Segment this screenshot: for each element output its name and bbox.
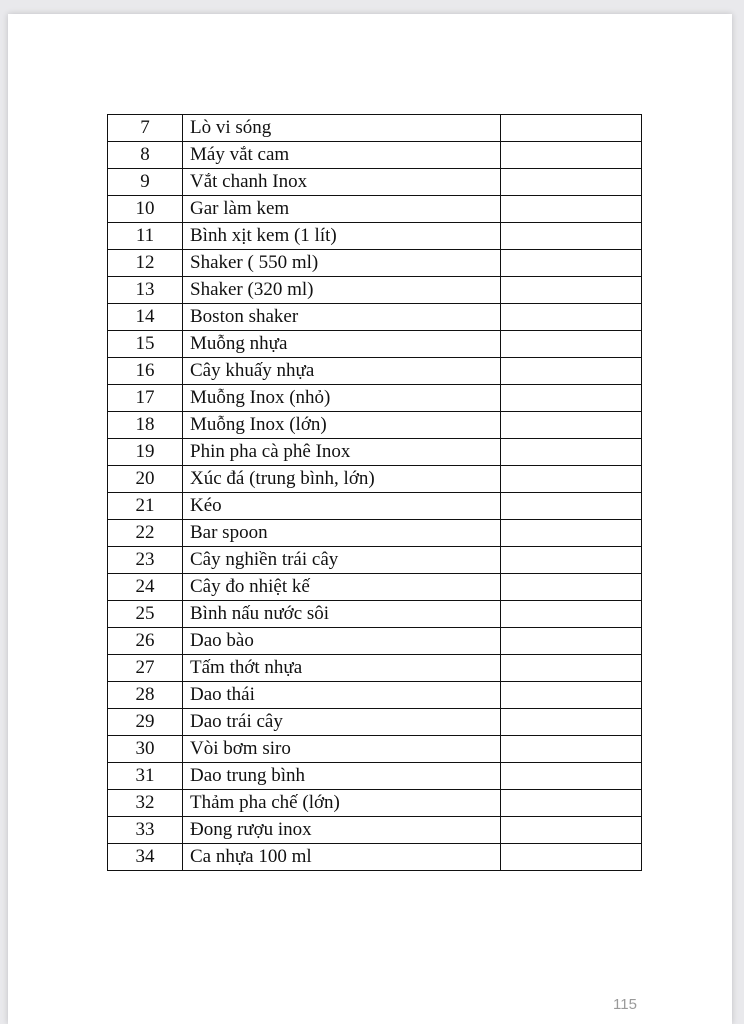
row-number-cell: 13 — [108, 277, 183, 304]
equipment-table — [107, 114, 642, 871]
empty-cell — [501, 655, 642, 682]
row-number-cell: 18 — [108, 412, 183, 439]
empty-cell — [501, 817, 642, 844]
table-row — [108, 277, 642, 304]
table-row — [108, 790, 642, 817]
row-number-cell: 33 — [108, 817, 183, 844]
empty-cell — [501, 520, 642, 547]
item-name-cell: Vắt chanh Inox — [183, 169, 501, 196]
table-row — [108, 817, 642, 844]
empty-cell — [501, 250, 642, 277]
item-name-cell: Phin pha cà phê Inox — [183, 439, 501, 466]
row-number-cell: 23 — [108, 547, 183, 574]
table-row — [108, 331, 642, 358]
item-name-cell: Xúc đá (trung bình, lớn) — [183, 466, 501, 493]
row-number-cell: 21 — [108, 493, 183, 520]
empty-cell — [501, 844, 642, 871]
table-row — [108, 412, 642, 439]
item-name-cell: Máy vắt cam — [183, 142, 501, 169]
table-row — [108, 763, 642, 790]
table-row — [108, 547, 642, 574]
empty-cell — [501, 385, 642, 412]
table-row — [108, 601, 642, 628]
empty-cell — [501, 331, 642, 358]
table-row — [108, 628, 642, 655]
row-number-cell: 20 — [108, 466, 183, 493]
item-name-cell: Shaker (320 ml) — [183, 277, 501, 304]
table-row — [108, 520, 642, 547]
row-number-cell: 25 — [108, 601, 183, 628]
empty-cell — [501, 196, 642, 223]
table-row — [108, 223, 642, 250]
item-name-cell: Cây nghiền trái cây — [183, 547, 501, 574]
empty-cell — [501, 358, 642, 385]
item-name-cell: Cây khuấy nhựa — [183, 358, 501, 385]
table-row — [108, 439, 642, 466]
table-row — [108, 709, 642, 736]
row-number-cell: 28 — [108, 682, 183, 709]
table-row — [108, 169, 642, 196]
item-name-cell: Gar làm kem — [183, 196, 501, 223]
page-number: 115 — [613, 996, 637, 1013]
item-name-cell: Muỗng Inox (nhỏ) — [183, 385, 501, 412]
row-number-cell: 29 — [108, 709, 183, 736]
row-number-cell: 22 — [108, 520, 183, 547]
item-name-cell: Bar spoon — [183, 520, 501, 547]
empty-cell — [501, 466, 642, 493]
row-number-cell: 34 — [108, 844, 183, 871]
empty-cell — [501, 277, 642, 304]
row-number-cell: 27 — [108, 655, 183, 682]
table-row — [108, 736, 642, 763]
item-name-cell: Đong rượu inox — [183, 817, 501, 844]
row-number-cell: 12 — [108, 250, 183, 277]
table-row — [108, 655, 642, 682]
item-name-cell: Bình nấu nước sôi — [183, 601, 501, 628]
table-row — [108, 574, 642, 601]
empty-cell — [501, 763, 642, 790]
item-name-cell: Kéo — [183, 493, 501, 520]
empty-cell — [501, 142, 642, 169]
item-name-cell: Dao trái cây — [183, 709, 501, 736]
table-row — [108, 358, 642, 385]
item-name-cell: Thảm pha chế (lớn) — [183, 790, 501, 817]
empty-cell — [501, 682, 642, 709]
row-number-cell: 16 — [108, 358, 183, 385]
row-number-cell: 11 — [108, 223, 183, 250]
table-row — [108, 844, 642, 871]
empty-cell — [501, 709, 642, 736]
row-number-cell: 10 — [108, 196, 183, 223]
empty-cell — [501, 628, 642, 655]
document-page — [8, 14, 732, 1024]
item-name-cell: Lò vi sóng — [183, 115, 501, 142]
table-row — [108, 250, 642, 277]
item-name-cell: Shaker ( 550 ml) — [183, 250, 501, 277]
item-name-cell: Ca nhựa 100 ml — [183, 844, 501, 871]
table-row — [108, 115, 642, 142]
item-name-cell: Dao trung bình — [183, 763, 501, 790]
empty-cell — [501, 439, 642, 466]
table-row — [108, 142, 642, 169]
row-number-cell: 8 — [108, 142, 183, 169]
empty-cell — [501, 547, 642, 574]
row-number-cell: 30 — [108, 736, 183, 763]
table-row — [108, 196, 642, 223]
empty-cell — [501, 736, 642, 763]
row-number-cell: 26 — [108, 628, 183, 655]
equipment-table-body — [108, 115, 642, 871]
empty-cell — [501, 223, 642, 250]
item-name-cell: Vòi bơm siro — [183, 736, 501, 763]
table-row — [108, 682, 642, 709]
empty-cell — [501, 412, 642, 439]
row-number-cell: 7 — [108, 115, 183, 142]
empty-cell — [501, 169, 642, 196]
row-number-cell: 32 — [108, 790, 183, 817]
empty-cell — [501, 493, 642, 520]
item-name-cell: Dao thái — [183, 682, 501, 709]
empty-cell — [501, 601, 642, 628]
row-number-cell: 9 — [108, 169, 183, 196]
item-name-cell: Muỗng nhựa — [183, 331, 501, 358]
row-number-cell: 15 — [108, 331, 183, 358]
table-row — [108, 493, 642, 520]
row-number-cell: 17 — [108, 385, 183, 412]
item-name-cell: Boston shaker — [183, 304, 501, 331]
table-row — [108, 466, 642, 493]
row-number-cell: 14 — [108, 304, 183, 331]
table-row — [108, 304, 642, 331]
item-name-cell: Bình xịt kem (1 lít) — [183, 223, 501, 250]
item-name-cell: Dao bào — [183, 628, 501, 655]
row-number-cell: 24 — [108, 574, 183, 601]
empty-cell — [501, 115, 642, 142]
empty-cell — [501, 574, 642, 601]
row-number-cell: 19 — [108, 439, 183, 466]
item-name-cell: Muỗng Inox (lớn) — [183, 412, 501, 439]
row-number-cell: 31 — [108, 763, 183, 790]
empty-cell — [501, 790, 642, 817]
empty-cell — [501, 304, 642, 331]
table-row — [108, 385, 642, 412]
item-name-cell: Tấm thớt nhựa — [183, 655, 501, 682]
item-name-cell: Cây đo nhiệt kế — [183, 574, 501, 601]
